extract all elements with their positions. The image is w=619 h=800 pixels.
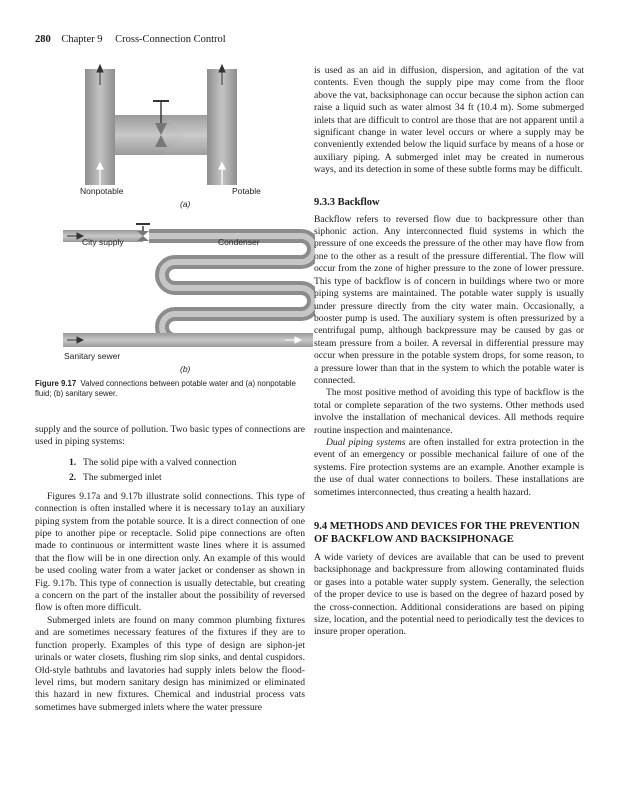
left-paragraph-3: Submerged inlets are found on many common plumbing fixtures and are sometimes necessary features of the fixtures if they are to function properly. Examples of this type of design are siphon-jet urinals or water closets, flushing rim slop sinks, and dental cuspidors. Old-style bathtubs and lavatories had supply inlets below the flood-level rims, but modern sanitary design has minimized or eliminated this hazard in new fixtures. Chemical and industrial process vats sometimes have submerged inlets where the water pressure [35, 614, 305, 713]
left-column [35, 424, 305, 714]
caption-label: Figure 9.17 [35, 379, 77, 388]
right-paragraph-5: A wide variety of devices are available that can be used to prevent backsiphonage and backpressure from allowing contaminated fluids or gases into a potable water supply system. Generally, the selection of the proper device to use is based on the degree of hazard posed by the cross-connection. Additional considerations are based on piping size, location, and the potential need to periodically test the devices to insure proper operation. [314, 552, 584, 638]
page-number: 280 [35, 34, 51, 45]
figure-caption [35, 379, 300, 399]
list-item: 1. The solid pipe with a valved connection [69, 456, 237, 468]
label-condenser: Condenser [218, 237, 260, 247]
left-paragraph-2: Figures 9.17a and 9.17b illustrate solid connections. This type of connection is often installed where it is necessary to1ay an auxiliary piping system from the potable source. It is a direct connection of one pipe to another pipe or receptacle. Solid pipe connections are often made to continuous or intermittent waste lines where it is assumed that the flow will be in one direction only. An example of this would be used cooling water from a water jacket or condenser as shown in Fig. 9.17b. This type of connection is usually detectable, but creating a concern on the part of the installer about the possibility of reversed flow is often more difficult. [35, 490, 305, 614]
caption-text: Valved connections between potable water and (a) nonpotable fluid; (b) sanitary sewer. [35, 379, 296, 398]
label-city-supply: City supply [82, 237, 124, 247]
section-9-3-3-heading: 9.3.3 Backflow [314, 196, 380, 208]
figure-9-17b [35, 218, 315, 368]
right-column [314, 65, 584, 639]
chapter-label: Chapter 9 [61, 34, 103, 45]
chapter-title: Cross-Connection Control [115, 34, 226, 45]
label-nonpotable: Nonpotable [80, 186, 124, 196]
figure-tag-b: (b) [180, 364, 191, 374]
label-sanitary-sewer: Sanitary sewer [64, 351, 121, 361]
connection-types-list [69, 457, 305, 483]
right-paragraph-3: The most positive method of avoiding this type of backflow is the total or complete separation of the two systems. Other methods used involve the installation of mechanical devices. All methods require routine inspection and maintenance. [314, 387, 584, 436]
running-head [35, 34, 226, 45]
list-item: 2. The submerged inlet [69, 471, 162, 483]
left-paragraph-1: supply and the source of pollution. Two basic types of connections are used in piping systems: [35, 424, 305, 448]
right-paragraph-1: is used as an aid in diffusion, dispersion, and agitation of the vat contents. Even though the supply pipe may come from the floor above the vat, backsiphonage can occur because the siphon action can raise a liquid such as water almost 34 ft (10.4 m). Some submerged inlets that are difficult to control are those that are not apparent until a significant change in water level occurs or where a supply may be conveniently extended below the liquid surface by means of a hose or auxiliary piping. A submerged inlet may be created in numerous ways, and its detection in some of these subtle forms may be difficult. [314, 65, 584, 176]
section-9-4-heading: 9.4 METHODS AND DEVICES FOR THE PREVENTION OF BACKFLOW AND BACKSIPHONAGE [314, 521, 580, 545]
sanitary-sewer-pipe [63, 333, 313, 347]
right-paragraph-2: Backflow refers to reversed flow due to backpressure other than siphonic action. Any interconnected fluid systems in which the pressure of one exceeds the pressure of the other may have flow from one to the other as a result of the pressure differential. The flow will occur from the zone of higher pressure to the zone of lower pressure. This type of backflow is of concern in buildings where two or more piping systems are maintained. The potable water supply is usually under pressure directly from the city water main. Occasionally, a booster pump is used. The auxiliary system is often pressurized by a centrifugal pump, although backpressure may be caused by gas or steam pressure from a boiler. A reversal in differential pressure may occur when pressure in the potable system drops, for some reason, to a pressure lower than that in the system to which the potable water is connected. [314, 213, 584, 386]
dual-piping-term: Dual piping systems [326, 436, 406, 448]
figure-tag-a: (a) [180, 199, 191, 209]
label-potable: Potable [232, 186, 261, 196]
right-paragraph-4: Dual piping systems are often installed for extra protection in the event of an emergency or possible mechanical failure of one of the systems. Fire protection systems are an example. Another example is the use of dual water connections to boilers. These installations are sometimes interconnected, thus creating a health hazard. [314, 436, 584, 498]
